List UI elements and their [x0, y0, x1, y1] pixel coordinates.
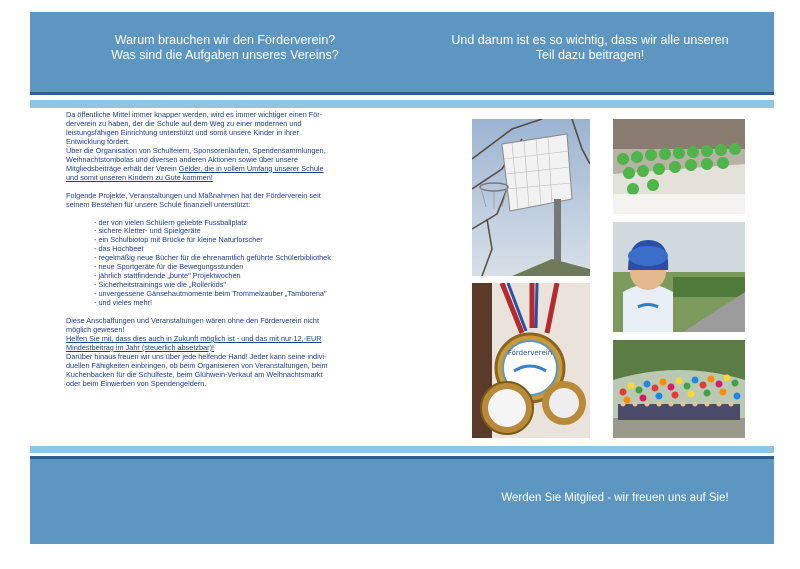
- list-item: - regelmäßig neue Bücher für die ehrenamtlich geführte Schülerbibliothek: [94, 254, 396, 263]
- closing-line: oder beim Einwerben von Spendengeldern.: [66, 378, 207, 388]
- closing-line: duellen Fähigkeiten einbringen, ob beim Organisieren von Veranstaltungen, beim: [66, 360, 328, 370]
- list-item: - der von vielen Schülern geliebte Fussballplatz: [94, 219, 396, 228]
- list-item: - sichere Kletter- und Spielgeräte: [94, 227, 396, 236]
- header-question-line-2: Was sind die Aufgaben unseres Vereins?: [111, 48, 339, 62]
- header-question: [60, 33, 390, 63]
- header-answer: [440, 33, 740, 63]
- list-item: - ein Schulbiotop mit Brücke für kleine Naturforscher: [94, 236, 396, 245]
- closing-emphasis-text: Helfen Sie mit, dass dies auch in Zukunft möglich ist - und das mit nur 12,-EUR: [66, 333, 322, 343]
- closing-line: Kuchenbacken für die Schulfeste, beim Glühwein-Verkauf am Weihnachtsmarkt: [66, 369, 323, 379]
- intro-plain-text: Mitgliedsbeiträge erhält der Verein: [66, 163, 179, 173]
- intro-line: Über die Organisation von Schulfeiern, Sponsorenläufen, Spendensammlungen,: [66, 145, 326, 155]
- header-question-line-1: Warum brauchen wir den Förderverein?: [114, 33, 336, 47]
- list-item: - neue Sportgeräte für die Bewegungsstunden: [94, 263, 396, 272]
- closing-line: Diese Anschaffungen und Veranstaltungen wären ohne den Förderverein nicht: [66, 316, 319, 326]
- medal-label: Förderverein: [507, 349, 553, 357]
- list-item: - jährlich stattfindende „bunte" Projektwochen: [94, 272, 396, 281]
- intro-line: leistungsfähigen Einrichtung unterstützt und somit unsere Kinder in ihrer: [66, 127, 299, 137]
- intro-line: Da öffentliche Mittel immer knapper werden, wird es immer wichtiger einen För-: [66, 110, 323, 119]
- intro-emphasis-text: Gelder, die in vollem Umfang unserer Schule: [178, 163, 324, 173]
- photo-children-green-shirts: [613, 119, 745, 214]
- body-text: [66, 111, 396, 389]
- footer-call-to-action: Werden Sie Mitglied - wir freuen uns auf Sie!: [501, 492, 729, 504]
- header-answer-line-2: Teil dazu beitragen!: [535, 48, 645, 62]
- intro-line: [66, 174, 396, 183]
- footer-divider-light: [30, 446, 774, 453]
- photo-balloons: [613, 340, 745, 438]
- intro-line: Entwicklung fördert.: [66, 136, 131, 146]
- projects-intro-line: Folgende Projekte, Veranstaltungen und Maßnahmen hat der Förderverein seit: [66, 190, 321, 200]
- list-item: - das Hochbeet: [94, 245, 396, 254]
- photo-medals: [472, 283, 590, 438]
- projects-list: [94, 219, 396, 309]
- intro-line: Weihnachtstombolas und diversen anderen Aktionen sowie über unsere: [66, 154, 298, 164]
- header-answer-line-1: Und darum ist es so wichtig, dass wir alle unseren: [451, 33, 729, 47]
- list-item: - Sicherheitstrainings wie die „Rollerkids": [94, 281, 396, 290]
- photo-boy-with-helmet: [613, 222, 745, 332]
- projects-intro-line: seinem Bestehen für unsere Schule finanziell unterstützt:: [66, 199, 251, 209]
- list-item: - unvergessene Gänsehautmomente beim Trommelzauber „Tamborena": [94, 290, 396, 299]
- closing-line: möglich gewesen!: [66, 325, 125, 335]
- intro-line: derverein zu haben, der die Schule auf dem Weg zu einer modernen und: [66, 118, 302, 128]
- closing-line: Darüber hinaus freuen wir uns über jede helfende Hand! Jeder kann seine indivi-: [66, 351, 327, 361]
- photo-basketball-hoop: [472, 119, 590, 276]
- header-divider-dark: [30, 92, 774, 95]
- intro-emphasis-text: und somit unseren Kindern zu Gute kommen!: [66, 172, 213, 182]
- header-divider-light: [30, 100, 774, 108]
- list-item: - und vieles mehr!: [94, 299, 396, 308]
- closing-emphasis-text: Mindestbeitrag im Jahr (steuerlich absetzbar)!: [66, 342, 215, 352]
